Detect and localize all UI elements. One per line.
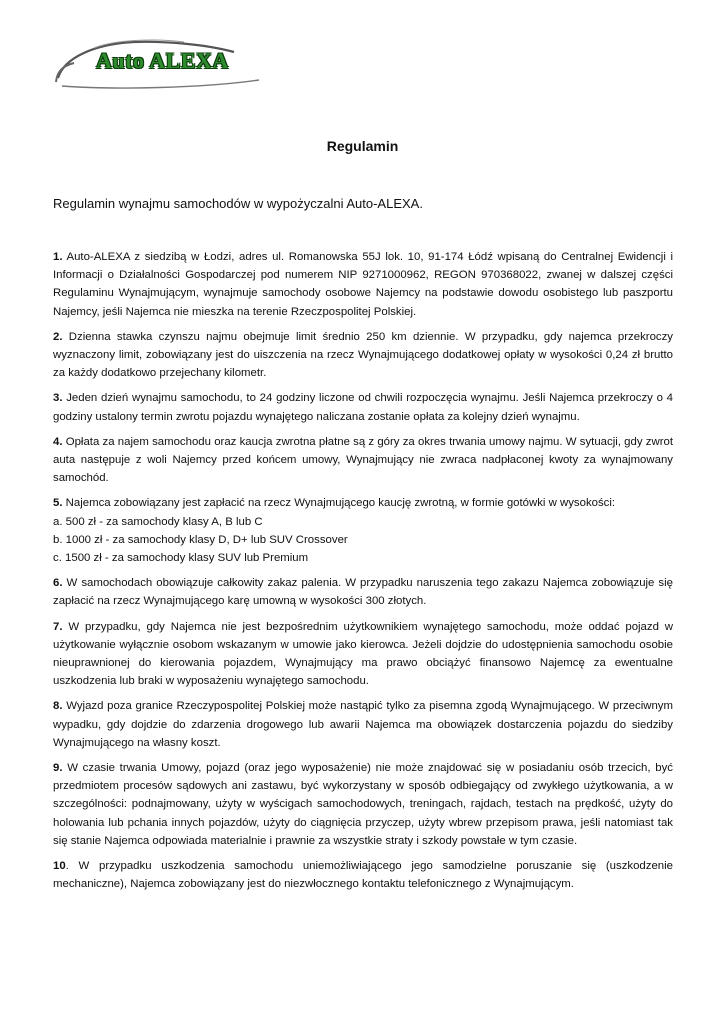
point-text: Dzienna stawka czynszu najmu obejmuje limit średnio 250 km dziennie. W przypadku, gdy najemca przekroczy wyznaczony limit, zobowiązany jest do uiszczenia na rzecz Wynajmującego dodatkowej opłaty w wysokości 0,24 zł brutto za każdy dodatkowo przejechany kilometr. [53, 330, 673, 380]
point-number: 7. [53, 620, 63, 633]
point-number: 5. [53, 497, 63, 510]
point-number: 2. [53, 330, 63, 343]
regulation-point [53, 857, 673, 893]
point-number: 4. [53, 435, 63, 448]
intro-text: Regulamin wynajmu samochodów w wypożyczalni Auto-ALEXA. [53, 196, 423, 211]
point-text: Wyjazd poza granice Rzeczypospolitej Polskiej może nastąpić tylko za pisemna zgodą Wynajmującego. W przeciwnym wypadku, gdy dojdzie do zdarzenia drogowego lub awarii Najemca ma obowiązek dostarczenia pojazdu do siedziby Wynajmującego na własny koszt. [53, 700, 673, 749]
deposit-item: b. 1000 zł - za samochody klasy D, D+ lub SUV Crossover [53, 533, 348, 546]
point-number: 10 [53, 860, 66, 873]
regulation-point [53, 574, 673, 610]
logo-text: Auto ALEXA [96, 48, 229, 73]
regulation-point [53, 433, 673, 488]
point-number: 1. [53, 251, 63, 263]
regulation-point [53, 618, 673, 691]
company-logo [54, 36, 264, 92]
deposit-item: c. 1500 zł - za samochody klasy SUV lub Premium [53, 552, 309, 565]
regulation-point [53, 697, 673, 752]
regulation-point [53, 248, 673, 321]
regulation-point [53, 389, 673, 425]
point-text: W czasie trwania Umowy, pojazd (oraz jego wyposażenie) nie może znajdować się w posiadaniu osób trzecich, być przedmiotem procesów sądowych ani zastawu, być wykorzystany w sposób odbiegający od zwykłego użytkowania, a w szczególności: podnajmowany, użyty w wyścigach samochodowych, treningach, rajdach, testach na prędkość, użyty do holowania lub pchania innych pojazdów, użyty do ciągnięcia przyczep, użyty wbrew przepisom prawa, jeśli natomiast tak się stanie Najemca odpowiada materialnie i prawnie za wszystkie straty i szkody powstałe w tym czasie. [53, 762, 673, 847]
point-text: Najemca zobowiązany jest zapłacić na rzecz Wynajmującego kaucję zwrotną, w formie gotówki w wysokości: [62, 497, 616, 510]
point-text: W przypadku, gdy Najemca nie jest bezpośrednim użytkownikiem wynajętego samochodu, może oddać pojazd w użytkowanie wyłącznie osobom wskazanym w umowie jako kierowca. Jeżeli dojdzie do udostępnienia samochodu osobie nieuprawnionej do kierowania pojazdem, Wynajmujący ma prawo obciążyć finansowo Najemcę za ewentualne uszkodzenia lub braki w wyposażeniu wynajętego samochodu. [53, 620, 673, 688]
point-number: 9. [53, 762, 63, 775]
point-text: Auto-ALEXA z siedzibą w Łodzi, adres ul. Romanowska 55J lok. 10, 91-174 Łódź wpisaną do Centralnej Ewidencji i Informacji o Działalności Gospodarczej pod numerem NIP 9271000962, REGON 970368022, zwanej w dalszej części Regulaminu Wynajmującym, wynajmuje samochody osobowe Najemcy na podstawie dowodu osobistego lub paszportu Najemcy, jeśli Najemca nie mieszka na terenie Rzeczpospolitej Polskiej. [53, 251, 673, 318]
point-number: 8. [53, 700, 63, 713]
point-number: 3. [53, 392, 63, 405]
regulation-point [53, 494, 673, 567]
regulation-point [53, 328, 673, 383]
point-text: Jeden dzień wynajmu samochodu, to 24 godziny liczone od chwili rozpoczęcia wynajmu. Jeśli Najemca przekroczy o 4 godziny ustalony termin zwrotu pojazdu wynajętego naliczana zostanie opłata za kolejny dzień wynajmu. [53, 392, 673, 423]
regulations-list [53, 248, 673, 901]
page-title: Regulamin [326, 138, 399, 154]
point-number: 6. [53, 577, 63, 590]
point-text: W samochodach obowiązuje całkowity zakaz palenia. W przypadku naruszenia tego zakazu Najemca zobowiązuje się zapłacić na rzecz Wynajmującego karę umowną w wysokości 300 złotych. [53, 577, 673, 608]
point-text: Opłata za najem samochodu oraz kaucja zwrotna płatne są z góry za okres trwania umowy najmu. W sytuacji, gdy zwrot auta następuje z woli Najemcy przed końcem umowy, Wynajmujący nie zwraca nadpłaconej kwoty za wynajmowany samochód. [53, 435, 673, 485]
regulation-point [53, 759, 673, 850]
point-text: . W przypadku uszkodzenia samochodu uniemożliwiającego jego samodzielne poruszanie się (uszkodzenie mechaniczne), Najemca zobowiązany jest do niezwłocznego kontaktu telefonicznego z Wynajmującym. [53, 860, 673, 891]
deposit-item: a. 500 zł - za samochody klasy A, B lub C [53, 515, 263, 528]
